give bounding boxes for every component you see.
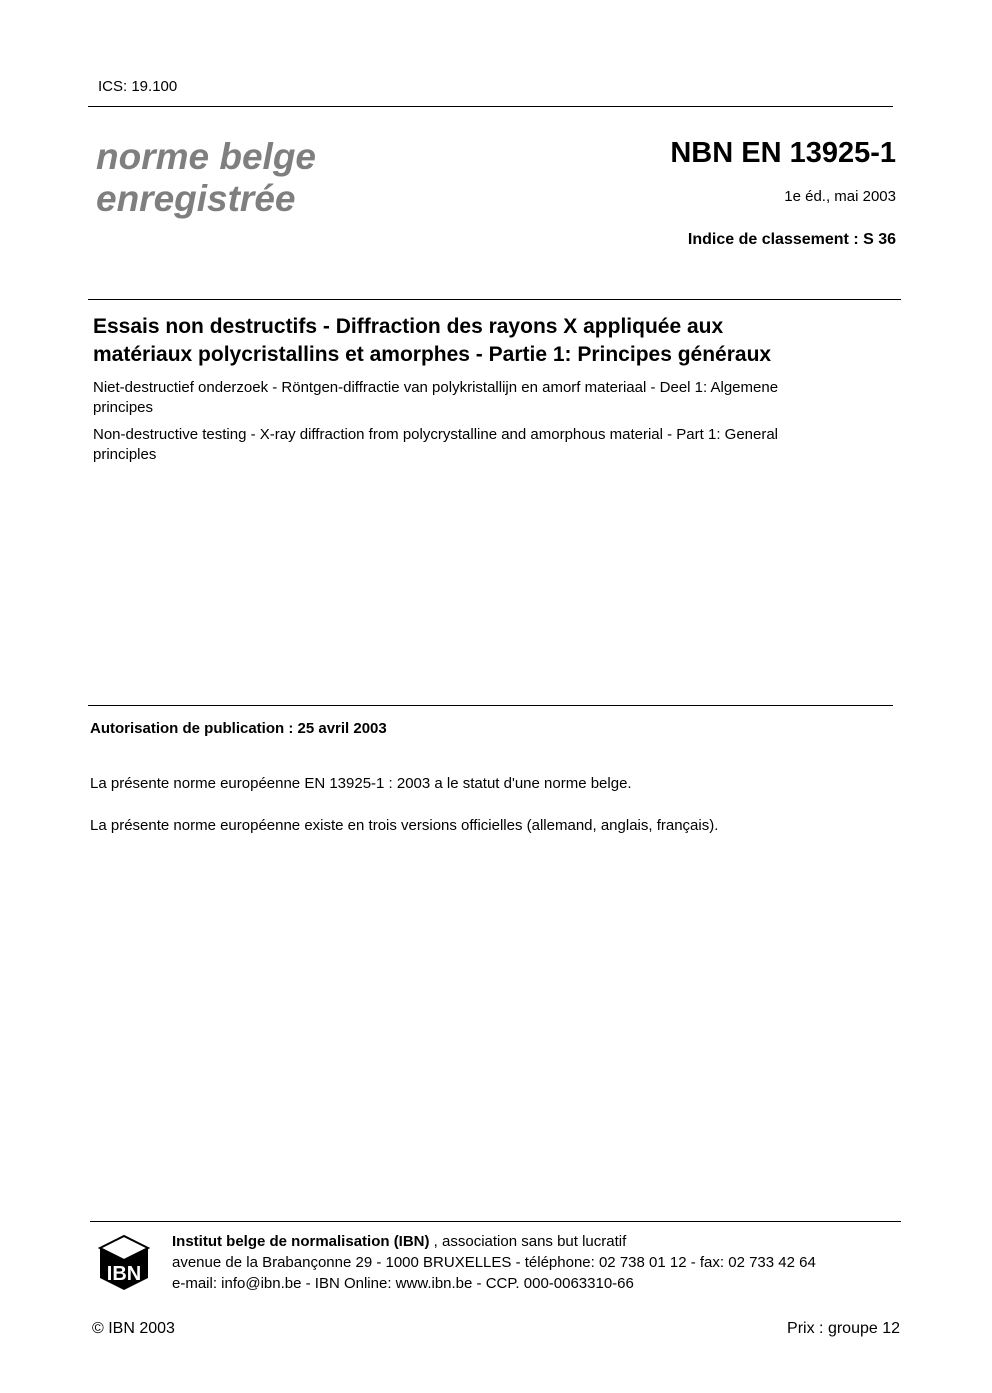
institute-address: avenue de la Brabançonne 29 - 1000 BRUXELLES - téléphone: 02 738 01 12 - fax: 02 733 42 64 xyxy=(172,1254,816,1271)
copyright: © IBN 2003 xyxy=(92,1320,175,1337)
standard-number: NBN EN 13925-1 xyxy=(670,137,896,169)
publication-authorization: Autorisation de publication : 25 avril 2003 xyxy=(90,720,387,737)
title-english-line-2: principles xyxy=(93,446,157,463)
status-paragraph: La présente norme européenne EN 13925-1 : 2003 a le statut d'une norme belge. xyxy=(90,775,632,792)
title-french-line-1: Essais non destructifs - Diffraction des rayons X appliquée aux xyxy=(93,315,724,338)
title-dutch-line-2: principes xyxy=(93,399,154,416)
institute-suffix: , association sans but lucratif xyxy=(429,1233,627,1250)
institute-block xyxy=(172,1231,816,1294)
ibn-logo-text: IBN xyxy=(106,1263,142,1285)
brand-line-2: enregistrée xyxy=(96,178,296,219)
price-group: Prix : groupe 12 xyxy=(787,1320,900,1337)
title-divider xyxy=(88,299,901,300)
title-french xyxy=(93,313,771,369)
institute-name: Institut belge de normalisation (IBN) xyxy=(172,1233,430,1250)
title-french-line-2: matériaux polycristallins et amorphes - Partie 1: Principes généraux xyxy=(93,343,772,366)
footer-divider xyxy=(90,1221,901,1222)
classification-index: Indice de classement : S 36 xyxy=(687,231,896,248)
top-divider xyxy=(88,106,893,107)
institute-contact: e-mail: info@ibn.be - IBN Online: www.ibn.be - CCP. 000-0063310-66 xyxy=(172,1275,634,1292)
edition-date: 1e éd., mai 2003 xyxy=(784,188,896,205)
versions-paragraph: La présente norme européenne existe en trois versions officielles (allemand, anglais, français). xyxy=(90,817,719,834)
brand-line-1: norme belge xyxy=(96,136,316,177)
title-dutch xyxy=(93,378,778,418)
title-english-line-1: Non-destructive testing - X-ray diffraction from polycrystalline and amorphous material - Part 1: General xyxy=(93,426,779,443)
institute-heading xyxy=(172,1231,816,1252)
ics-code: ICS: 19.100 xyxy=(98,78,178,95)
title-dutch-line-1: Niet-destructief onderzoek - Röntgen-diffractie van polykristallijn en amorf materiaal - Deel 1: Algemene xyxy=(93,379,779,396)
title-english xyxy=(93,425,778,465)
brand-title xyxy=(96,136,496,220)
body-divider xyxy=(88,705,893,706)
ibn-logo-icon xyxy=(96,1234,152,1290)
